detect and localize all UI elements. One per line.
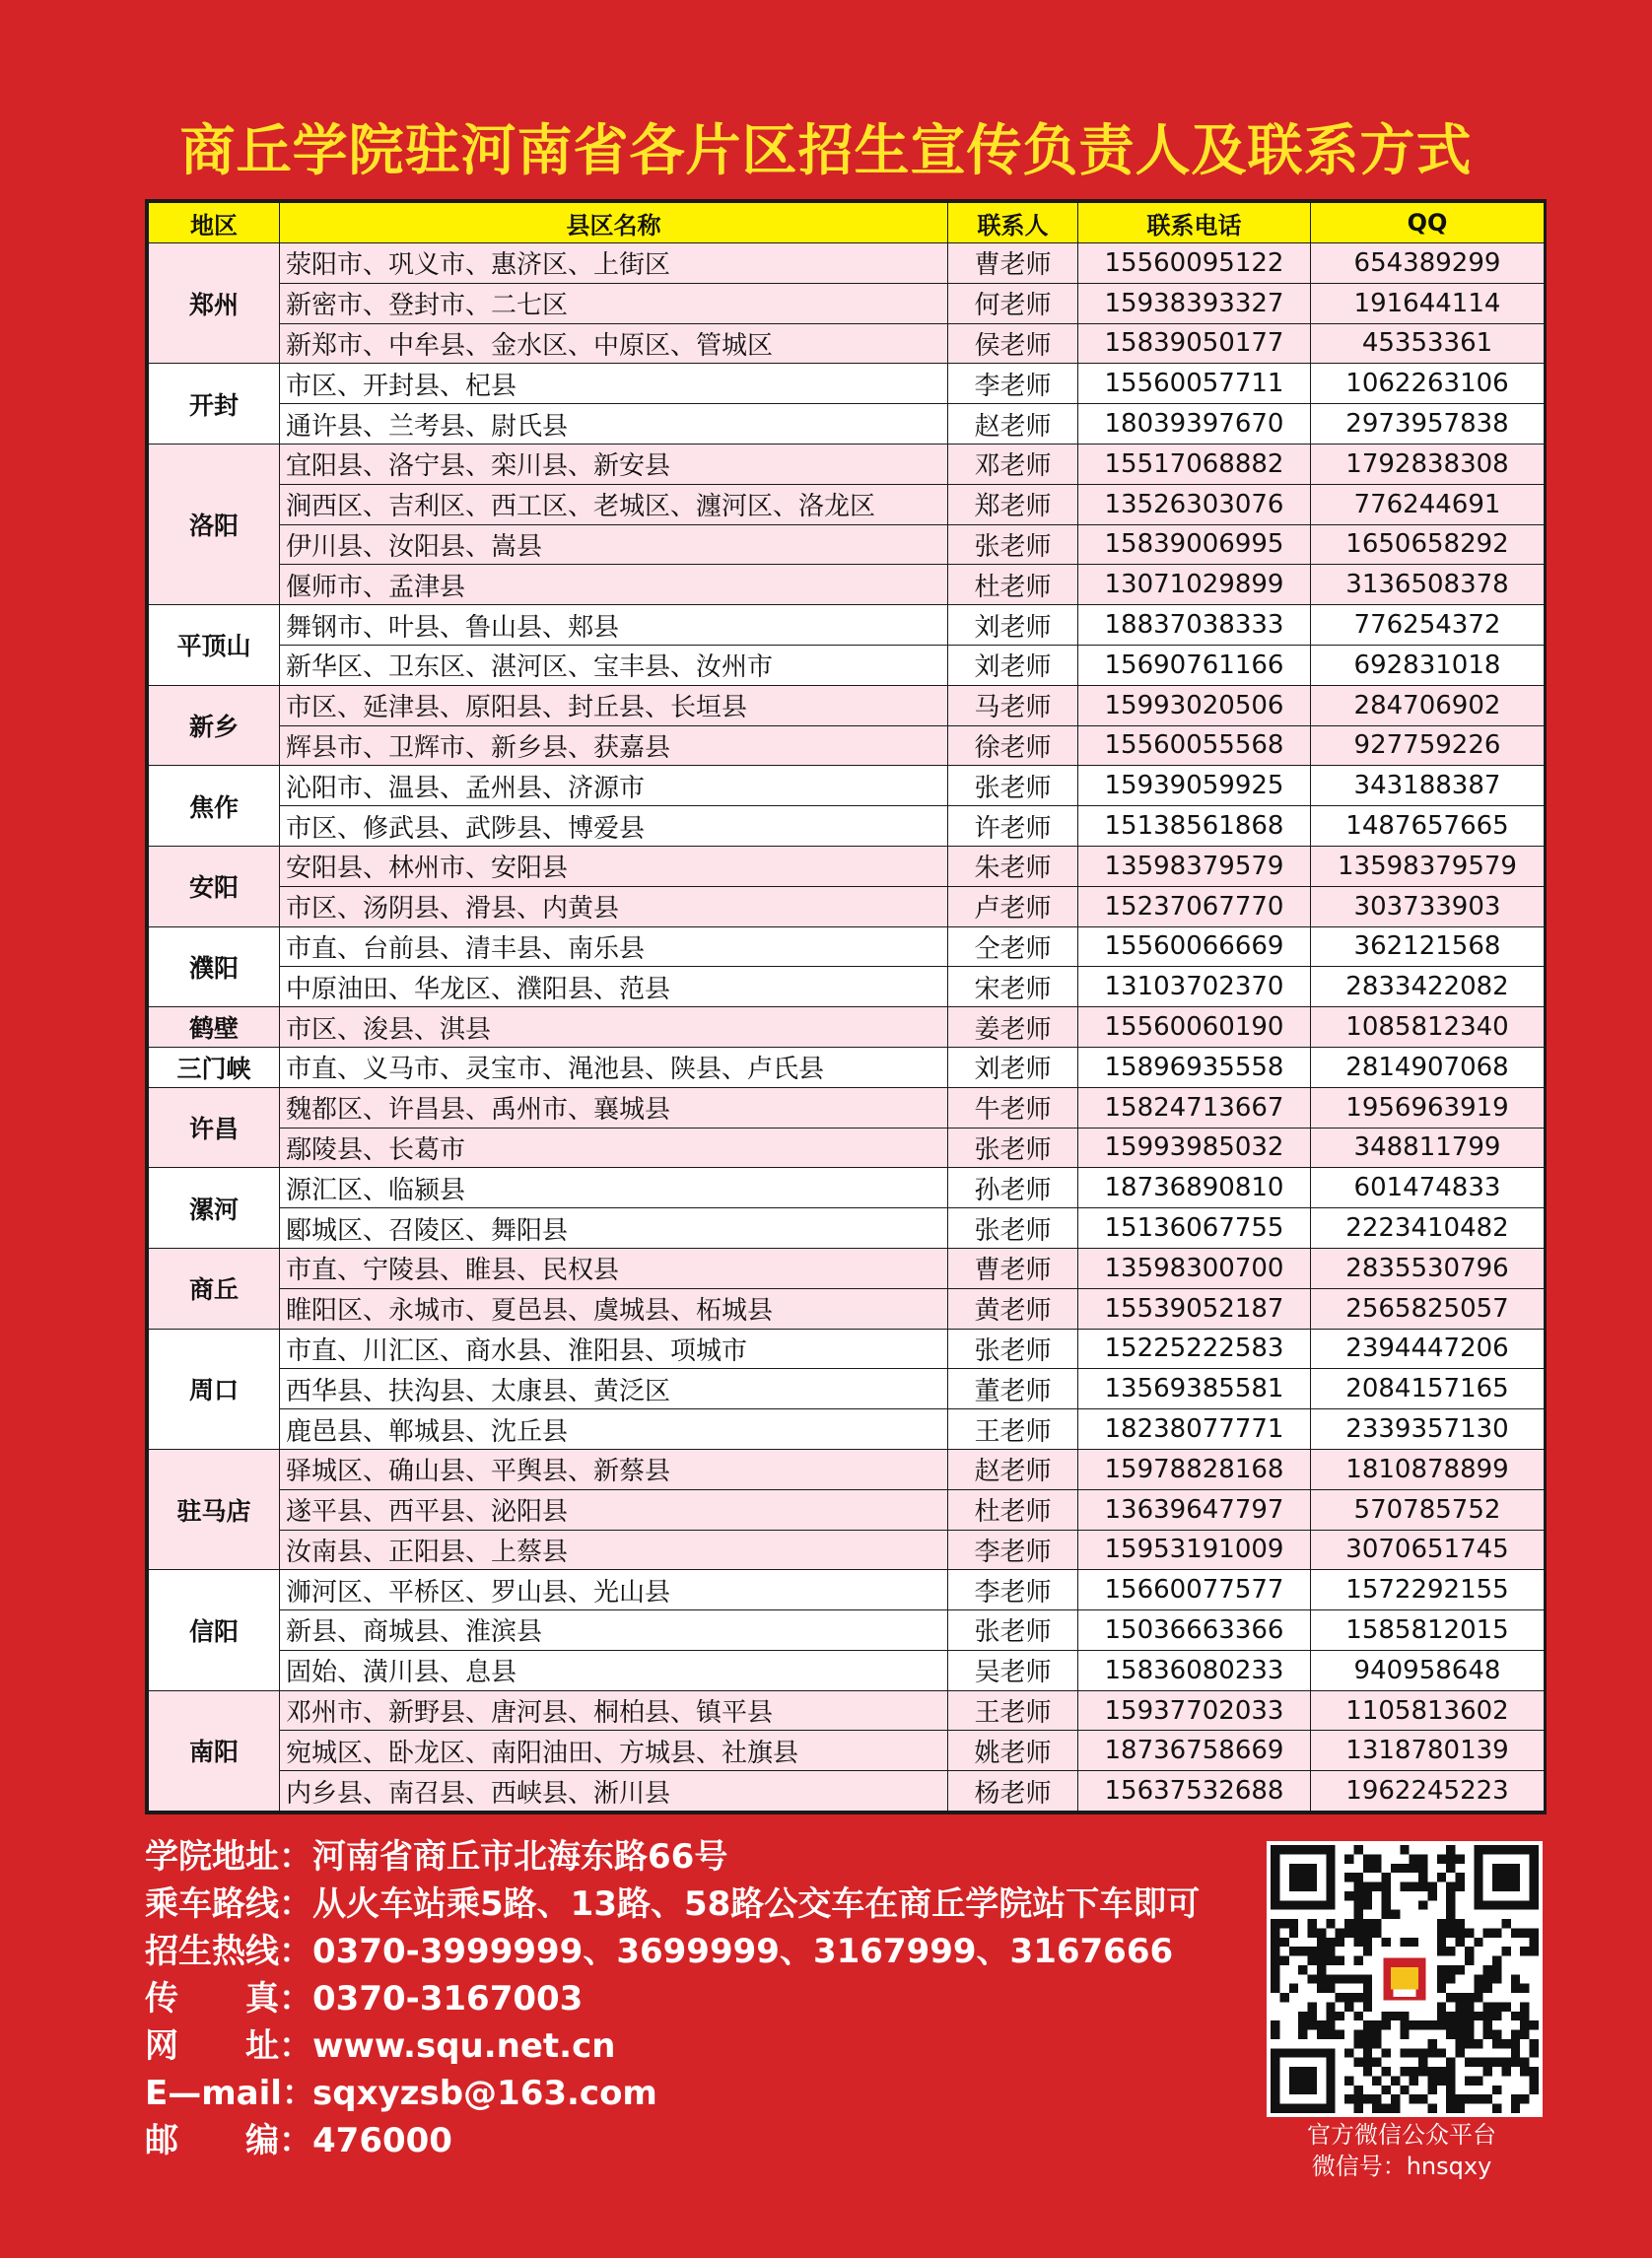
- qq-cell: 1810878899: [1311, 1449, 1545, 1489]
- table-row: [149, 243, 1545, 284]
- contact-cell: 张老师: [948, 1128, 1078, 1168]
- county-cell: 郾城区、召陵区、舞阳县: [280, 1208, 948, 1249]
- table-row: [149, 1449, 1545, 1489]
- qq-cell: 191644114: [1311, 283, 1545, 323]
- header-qq: QQ: [1311, 203, 1545, 243]
- county-cell: 鹿邑县、郸城县、沈丘县: [280, 1409, 948, 1450]
- contact-cell: 姜老师: [948, 1007, 1078, 1048]
- qq-cell: 940958648: [1311, 1650, 1545, 1690]
- qq-cell: 2394447206: [1311, 1329, 1545, 1369]
- contact-cell: 姚老师: [948, 1731, 1078, 1771]
- qq-cell: 2973957838: [1311, 404, 1545, 445]
- phone-cell: 15836080233: [1078, 1650, 1311, 1690]
- phone-cell: 15237067770: [1078, 886, 1311, 926]
- contact-cell: 许老师: [948, 806, 1078, 847]
- contact-cell: 马老师: [948, 685, 1078, 725]
- qq-cell: 1792838308: [1311, 444, 1545, 484]
- qq-cell: 570785752: [1311, 1489, 1545, 1530]
- contact-cell: 王老师: [948, 1409, 1078, 1450]
- contact-cell: 曹老师: [948, 243, 1078, 284]
- county-cell: 源汇区、临颍县: [280, 1168, 948, 1208]
- table-row: [149, 1409, 1545, 1450]
- table-row: [149, 806, 1545, 847]
- qq-cell: 3070651745: [1311, 1530, 1545, 1570]
- area-cell: 漯河: [149, 1168, 280, 1249]
- qr-caption-line1: 官方微信公众平台: [1307, 2121, 1496, 2149]
- phone-cell: 13598379579: [1078, 846, 1311, 886]
- phone-cell: 15978828168: [1078, 1449, 1311, 1489]
- table-body: [149, 243, 1545, 1812]
- qq-cell: 1105813602: [1311, 1690, 1545, 1731]
- qq-cell: 692831018: [1311, 645, 1545, 685]
- qq-cell: 284706902: [1311, 685, 1545, 725]
- area-cell: 南阳: [149, 1690, 280, 1811]
- table-row: [149, 1731, 1545, 1771]
- county-cell: 邓州市、新野县、唐河县、桐柏县、镇平县: [280, 1690, 948, 1731]
- county-cell: 魏都区、许昌县、禹州市、襄城县: [280, 1087, 948, 1128]
- header-county: 县区名称: [280, 203, 948, 243]
- contact-cell: 张老师: [948, 1610, 1078, 1651]
- county-cell: 宜阳县、洛宁县、栾川县、新安县: [280, 444, 948, 484]
- phone-cell: 13569385581: [1078, 1369, 1311, 1409]
- county-cell: 新密市、登封市、二七区: [280, 283, 948, 323]
- county-cell: 舞钢市、叶县、鲁山县、郏县: [280, 605, 948, 646]
- phone-cell: 15560060190: [1078, 1007, 1311, 1048]
- phone-cell: 15138561868: [1078, 806, 1311, 847]
- qq-cell: 2223410482: [1311, 1208, 1545, 1249]
- area-cell: 周口: [149, 1329, 280, 1449]
- table-row: [149, 725, 1545, 766]
- phone-cell: 15938393327: [1078, 283, 1311, 323]
- qq-cell: 776244691: [1311, 484, 1545, 524]
- county-cell: 市区、开封县、杞县: [280, 364, 948, 404]
- county-cell: 市直、台前县、清丰县、南乐县: [280, 926, 948, 967]
- county-cell: 伊川县、汝阳县、嵩县: [280, 524, 948, 565]
- table-row: [149, 1007, 1545, 1048]
- table-row: [149, 1087, 1545, 1128]
- phone-cell: 15993985032: [1078, 1128, 1311, 1168]
- qq-cell: 1585812015: [1311, 1610, 1545, 1651]
- county-cell: 市区、延津县、原阳县、封丘县、长垣县: [280, 685, 948, 725]
- area-cell: 郑州: [149, 243, 280, 364]
- table-row: [149, 1771, 1545, 1812]
- phone-cell: 15993020506: [1078, 685, 1311, 725]
- county-cell: 中原油田、华龙区、濮阳县、范县: [280, 967, 948, 1007]
- contact-cell: 张老师: [948, 1329, 1078, 1369]
- area-cell: 洛阳: [149, 444, 280, 604]
- county-cell: 睢阳区、永城市、夏邑县、虞城县、柘城县: [280, 1288, 948, 1329]
- header-area: 地区: [149, 203, 280, 243]
- qq-cell: 2084157165: [1311, 1369, 1545, 1409]
- qq-cell: 13598379579: [1311, 846, 1545, 886]
- contact-cell: 王老师: [948, 1690, 1078, 1731]
- phone-cell: 15690761166: [1078, 645, 1311, 685]
- contact-cell: 张老师: [948, 1208, 1078, 1249]
- contact-cell: 杜老师: [948, 1489, 1078, 1530]
- qq-cell: 303733903: [1311, 886, 1545, 926]
- table-row: [149, 1650, 1545, 1690]
- contact-cell: 黄老师: [948, 1288, 1078, 1329]
- phone-cell: 18039397670: [1078, 404, 1311, 445]
- contact-cell: 宋老师: [948, 967, 1078, 1007]
- area-cell: 焦作: [149, 766, 280, 847]
- footer-website[interactable]: 网 址：www.squ.net.cn: [145, 2026, 616, 2066]
- phone-cell: 13639647797: [1078, 1489, 1311, 1530]
- contact-cell: 卢老师: [948, 886, 1078, 926]
- table-row: [149, 283, 1545, 323]
- table-row: [149, 1329, 1545, 1369]
- county-cell: 偃师市、孟津县: [280, 565, 948, 605]
- qq-cell: 1487657665: [1311, 806, 1545, 847]
- area-cell: 安阳: [149, 846, 280, 926]
- table-row: [149, 1530, 1545, 1570]
- contact-cell: 杨老师: [948, 1771, 1078, 1812]
- website-link[interactable]: www.squ.net.cn: [312, 2026, 616, 2066]
- contact-info-footer: [145, 1833, 1229, 2164]
- county-cell: 市直、义马市、灵宝市、渑池县、陕县、卢氏县: [280, 1047, 948, 1087]
- area-cell: 鹤壁: [149, 1007, 280, 1048]
- qq-cell: 776254372: [1311, 605, 1545, 646]
- contact-cell: 李老师: [948, 364, 1078, 404]
- contact-cell: 赵老师: [948, 404, 1078, 445]
- qq-cell: 1085812340: [1311, 1007, 1545, 1048]
- area-cell: 信阳: [149, 1570, 280, 1690]
- county-cell: 涧西区、吉利区、西工区、老城区、瀍河区、洛龙区: [280, 484, 948, 524]
- footer-address: 学院地址：河南省商丘市北海东路66号: [145, 1837, 728, 1877]
- table-header-row: [149, 203, 1545, 243]
- table-row: [149, 766, 1545, 806]
- table-row: [149, 323, 1545, 364]
- qq-cell: 927759226: [1311, 725, 1545, 766]
- phone-cell: 15517068882: [1078, 444, 1311, 484]
- phone-cell: 13598300700: [1078, 1248, 1311, 1288]
- qr-code-icon: [1271, 1845, 1539, 2113]
- county-cell: 辉县市、卫辉市、新乡县、获嘉县: [280, 725, 948, 766]
- phone-cell: 13103702370: [1078, 967, 1311, 1007]
- table-row: [149, 1570, 1545, 1610]
- table-row: [149, 685, 1545, 725]
- phone-cell: 13071029899: [1078, 565, 1311, 605]
- county-cell: 浉河区、平桥区、罗山县、光山县: [280, 1570, 948, 1610]
- phone-cell: 15560066669: [1078, 926, 1311, 967]
- county-cell: 荥阳市、巩义市、惠济区、上街区: [280, 243, 948, 284]
- qq-cell: 1956963919: [1311, 1087, 1545, 1128]
- county-cell: 市区、浚县、淇县: [280, 1007, 948, 1048]
- contact-cell: 刘老师: [948, 1047, 1078, 1087]
- county-cell: 市直、宁陵县、睢县、民权县: [280, 1248, 948, 1288]
- table-row: [149, 886, 1545, 926]
- qq-cell: 2833422082: [1311, 967, 1545, 1007]
- phone-cell: 15560095122: [1078, 243, 1311, 284]
- qq-cell: 1650658292: [1311, 524, 1545, 565]
- contact-cell: 何老师: [948, 283, 1078, 323]
- county-cell: 市区、汤阴县、滑县、内黄县: [280, 886, 948, 926]
- footer-postcode: 邮 编：476000: [145, 2121, 452, 2160]
- qr-caption-line2: 微信号：hnsqxy: [1311, 2153, 1492, 2180]
- qq-cell: 1062263106: [1311, 364, 1545, 404]
- phone-cell: 18736758669: [1078, 1731, 1311, 1771]
- phone-cell: 15036663366: [1078, 1610, 1311, 1651]
- footer-email[interactable]: E—mail：sqxyzsb@163.com: [145, 2074, 657, 2113]
- county-cell: 安阳县、林州市、安阳县: [280, 846, 948, 886]
- phone-cell: 15937702033: [1078, 1690, 1311, 1731]
- table-row: [149, 645, 1545, 685]
- table-row: [149, 1168, 1545, 1208]
- contact-cell: 赵老师: [948, 1449, 1078, 1489]
- contact-cell: 邓老师: [948, 444, 1078, 484]
- contact-table: [148, 202, 1545, 1812]
- contact-cell: 杜老师: [948, 565, 1078, 605]
- area-cell: 驻马店: [149, 1449, 280, 1569]
- contact-table-container: [145, 199, 1547, 1814]
- table-row: [149, 484, 1545, 524]
- county-cell: 市区、修武县、武陟县、博爱县: [280, 806, 948, 847]
- contact-cell: 张老师: [948, 766, 1078, 806]
- table-row: [149, 1690, 1545, 1731]
- qq-cell: 1572292155: [1311, 1570, 1545, 1610]
- area-cell: 濮阳: [149, 926, 280, 1007]
- area-cell: 三门峡: [149, 1047, 280, 1087]
- table-row: [149, 1610, 1545, 1651]
- county-cell: 西华县、扶沟县、太康县、黄泛区: [280, 1369, 948, 1409]
- qq-cell: 343188387: [1311, 766, 1545, 806]
- phone-cell: 15560055568: [1078, 725, 1311, 766]
- phone-cell: 15896935558: [1078, 1047, 1311, 1087]
- contact-cell: 仝老师: [948, 926, 1078, 967]
- contact-cell: 张老师: [948, 524, 1078, 565]
- table-row: [149, 1369, 1545, 1409]
- qr-caption: [1244, 2119, 1559, 2182]
- county-cell: 新华区、卫东区、湛河区、宝丰县、汝州市: [280, 645, 948, 685]
- phone-cell: 15136067755: [1078, 1208, 1311, 1249]
- qq-cell: 2565825057: [1311, 1288, 1545, 1329]
- area-cell: 开封: [149, 364, 280, 445]
- county-cell: 鄢陵县、长葛市: [280, 1128, 948, 1168]
- qq-cell: 1962245223: [1311, 1771, 1545, 1812]
- phone-cell: 15225222583: [1078, 1329, 1311, 1369]
- contact-cell: 侯老师: [948, 323, 1078, 364]
- contact-cell: 董老师: [948, 1369, 1078, 1409]
- county-cell: 汝南县、正阳县、上蔡县: [280, 1530, 948, 1570]
- contact-cell: 徐老师: [948, 725, 1078, 766]
- qq-cell: 601474833: [1311, 1168, 1545, 1208]
- area-cell: 新乡: [149, 685, 280, 766]
- table-row: [149, 524, 1545, 565]
- phone-cell: 15560057711: [1078, 364, 1311, 404]
- county-cell: 新县、商城县、淮滨县: [280, 1610, 948, 1651]
- phone-cell: 15660077577: [1078, 1570, 1311, 1610]
- contact-cell: 牛老师: [948, 1087, 1078, 1128]
- header-phone: 联系电话: [1078, 203, 1311, 243]
- table-row: [149, 926, 1545, 967]
- table-row: [149, 364, 1545, 404]
- phone-cell: 18837038333: [1078, 605, 1311, 646]
- county-cell: 通许县、兰考县、尉氏县: [280, 404, 948, 445]
- phone-cell: 15953191009: [1078, 1530, 1311, 1570]
- table-row: [149, 605, 1545, 646]
- area-cell: 许昌: [149, 1087, 280, 1168]
- qq-cell: 45353361: [1311, 323, 1545, 364]
- email-link[interactable]: sqxyzsb@163.com: [312, 2074, 657, 2113]
- footer-route: 乘车路线：从火车站乘5路、13路、58路公交车在商丘学院站下车即可: [145, 1884, 1201, 1924]
- page-title: 商丘学院驻河南省各片区招生宣传负责人及联系方式: [179, 119, 1473, 183]
- wechat-qr-code: [1267, 1841, 1543, 2117]
- contact-cell: 郑老师: [948, 484, 1078, 524]
- county-cell: 市直、川汇区、商水县、淮阳县、项城市: [280, 1329, 948, 1369]
- phone-cell: 15539052187: [1078, 1288, 1311, 1329]
- contact-cell: 吴老师: [948, 1650, 1078, 1690]
- phone-cell: 15839006995: [1078, 524, 1311, 565]
- qq-cell: 362121568: [1311, 926, 1545, 967]
- phone-cell: 18238077771: [1078, 1409, 1311, 1450]
- phone-cell: 18736890810: [1078, 1168, 1311, 1208]
- footer-hotline: 招生热线：0370-3999999、3699999、3167999、3167666: [145, 1932, 1174, 1971]
- county-cell: 沁阳市、温县、孟州县、济源市: [280, 766, 948, 806]
- qq-cell: 654389299: [1311, 243, 1545, 284]
- table-row: [149, 444, 1545, 484]
- county-cell: 内乡县、南召县、西峡县、淅川县: [280, 1771, 948, 1812]
- phone-cell: 15637532688: [1078, 1771, 1311, 1812]
- table-row: [149, 1208, 1545, 1249]
- contact-cell: 曹老师: [948, 1248, 1078, 1288]
- county-cell: 固始、潢川县、息县: [280, 1650, 948, 1690]
- contact-cell: 李老师: [948, 1530, 1078, 1570]
- table-row: [149, 846, 1545, 886]
- qq-cell: 3136508378: [1311, 565, 1545, 605]
- phone-cell: 13526303076: [1078, 484, 1311, 524]
- county-cell: 驿城区、确山县、平舆县、新蔡县: [280, 1449, 948, 1489]
- qq-cell: 1318780139: [1311, 1731, 1545, 1771]
- header-contact: 联系人: [948, 203, 1078, 243]
- contact-cell: 李老师: [948, 1570, 1078, 1610]
- contact-cell: 刘老师: [948, 645, 1078, 685]
- county-cell: 宛城区、卧龙区、南阳油田、方城县、社旗县: [280, 1731, 948, 1771]
- contact-cell: 朱老师: [948, 846, 1078, 886]
- table-row: [149, 1047, 1545, 1087]
- qq-cell: 2814907068: [1311, 1047, 1545, 1087]
- area-cell: 平顶山: [149, 605, 280, 686]
- contact-cell: 孙老师: [948, 1168, 1078, 1208]
- county-cell: 新郑市、中牟县、金水区、中原区、管城区: [280, 323, 948, 364]
- contact-cell: 刘老师: [948, 605, 1078, 646]
- table-row: [149, 1489, 1545, 1530]
- table-row: [149, 404, 1545, 445]
- phone-cell: 15824713667: [1078, 1087, 1311, 1128]
- phone-cell: 15939059925: [1078, 766, 1311, 806]
- table-row: [149, 1128, 1545, 1168]
- qq-cell: 2835530796: [1311, 1248, 1545, 1288]
- county-cell: 遂平县、西平县、泌阳县: [280, 1489, 948, 1530]
- table-row: [149, 565, 1545, 605]
- table-row: [149, 1248, 1545, 1288]
- footer-fax: 传 真：0370-3167003: [145, 1979, 584, 2019]
- table-row: [149, 967, 1545, 1007]
- area-cell: 商丘: [149, 1248, 280, 1329]
- table-row: [149, 1288, 1545, 1329]
- qq-cell: 2339357130: [1311, 1409, 1545, 1450]
- phone-cell: 15839050177: [1078, 323, 1311, 364]
- qq-cell: 348811799: [1311, 1128, 1545, 1168]
